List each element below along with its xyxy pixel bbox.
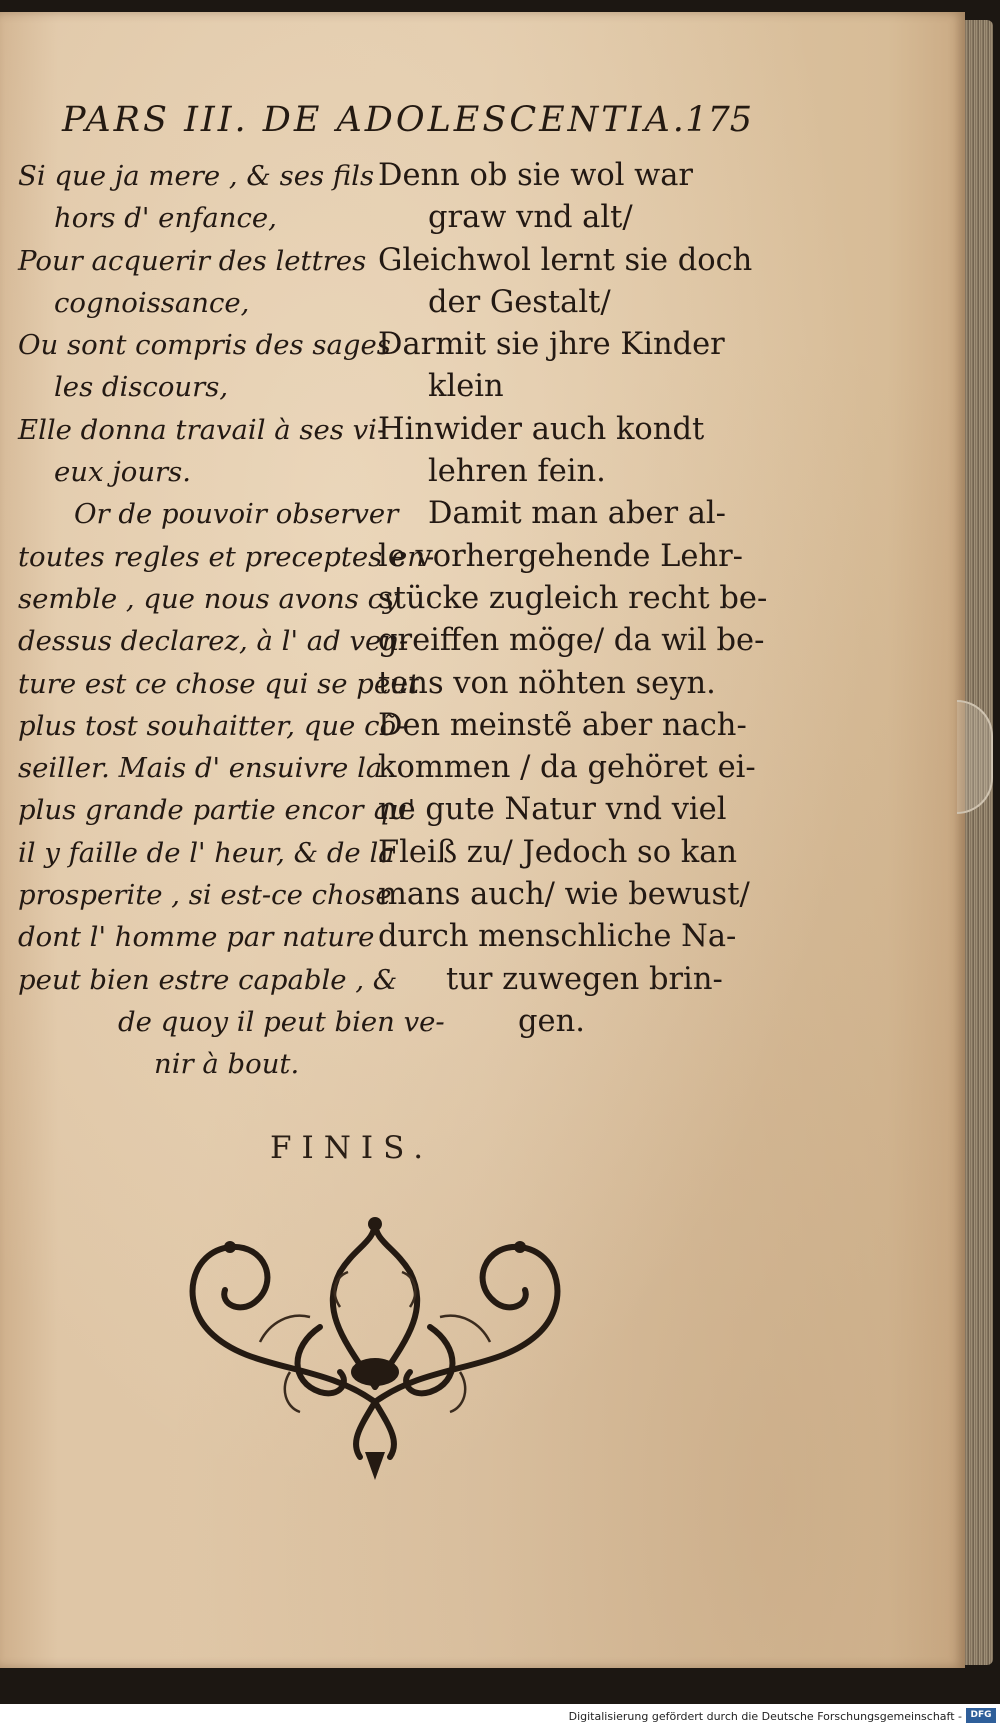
german-line: tur zuwegen brin- bbox=[446, 961, 723, 997]
german-line: graw vnd alt/ bbox=[428, 200, 633, 236]
german-line: mans auch/ wie bewust/ bbox=[378, 877, 750, 913]
german-line: lehren fein. bbox=[428, 454, 606, 490]
german-line: le vorhergehende Lehr- bbox=[378, 538, 743, 574]
french-line: eux jours. bbox=[54, 456, 192, 489]
german-line: Fleiß zu/ Jedoch so kan bbox=[378, 834, 738, 870]
dfg-logo-icon: DFG bbox=[966, 1708, 996, 1723]
german-line: stücke zugleich recht be- bbox=[378, 580, 768, 616]
german-line: durch menschliche Na- bbox=[378, 919, 737, 955]
german-line: Damit man aber al- bbox=[428, 496, 726, 532]
french-line: seiller. Mais d' ensuivre la bbox=[18, 752, 383, 785]
french-line: semble , que nous avons cy bbox=[18, 582, 399, 615]
german-line: Denn ob sie wol war bbox=[378, 158, 694, 193]
footer-bar bbox=[0, 1704, 1000, 1728]
german-line: gen. bbox=[518, 1003, 585, 1039]
french-line: il y faille de l' heur, & de la bbox=[18, 836, 395, 869]
bookmark-clip bbox=[957, 700, 993, 814]
footer-credit: Digitalisierung gefördert durch die Deutsche Forschungsgemeinschaft - bbox=[568, 1710, 962, 1723]
french-line: Elle donna travail à ses vi- bbox=[18, 413, 387, 446]
french-line: dessus declarez, à l' ad ven- bbox=[18, 625, 409, 658]
german-line: tens von nöhten seyn. bbox=[378, 665, 716, 701]
french-line: peut bien estre capable , & bbox=[18, 963, 398, 996]
german-verse-column bbox=[378, 155, 768, 1043]
page-header bbox=[62, 100, 752, 150]
german-line: Den meinstẽ aber nach- bbox=[378, 707, 747, 743]
german-line: greiffen möge/ da wil be- bbox=[378, 623, 765, 659]
french-line: prosperite , si est-ce chose bbox=[18, 879, 392, 912]
french-line: ture est ce chose qui se peut bbox=[18, 667, 419, 700]
french-line: nir à bout. bbox=[154, 1048, 300, 1081]
german-line: der Gestalt/ bbox=[428, 284, 611, 320]
french-line: plus grande partie encor qu' bbox=[18, 794, 416, 827]
german-line: Gleichwol lernt sie doch bbox=[378, 242, 753, 278]
french-line: Or de pouvoir observer bbox=[74, 498, 399, 531]
german-line: Hinwider auch kondt bbox=[378, 411, 705, 447]
french-line: toutes regles et preceptes en- bbox=[18, 540, 435, 573]
running-title: PARS III. DE ADOLESCENTIA. bbox=[62, 100, 687, 140]
french-line: Pour acquerir des lettres bbox=[18, 244, 367, 277]
finis-label: FINIS. bbox=[270, 1130, 434, 1166]
french-line: de quoy il peut bien ve- bbox=[118, 1005, 445, 1038]
german-line: kommen / da gehöret ei- bbox=[378, 750, 756, 786]
french-line: les discours, bbox=[54, 371, 229, 404]
french-line: Ou sont compris des sages bbox=[18, 329, 391, 362]
french-line: hors d' enfance, bbox=[54, 202, 277, 235]
page-edges bbox=[965, 20, 993, 1665]
german-line: klein bbox=[428, 369, 504, 405]
german-line: Darmit sie jhre Kinder bbox=[378, 327, 725, 363]
french-verse-column bbox=[18, 155, 445, 1086]
german-line: ne gute Natur vnd viel bbox=[378, 792, 727, 828]
french-line: plus tost souhaitter, que cõ- bbox=[18, 709, 406, 742]
french-line: cognoissance, bbox=[54, 286, 250, 319]
french-line: dont l' homme par nature bbox=[18, 921, 375, 954]
page-number: 175 bbox=[685, 100, 752, 140]
french-line: Si que ja mere , & ses fils bbox=[18, 160, 375, 192]
book-page bbox=[0, 12, 965, 1668]
fleuron-ornament-icon bbox=[170, 1212, 580, 1482]
